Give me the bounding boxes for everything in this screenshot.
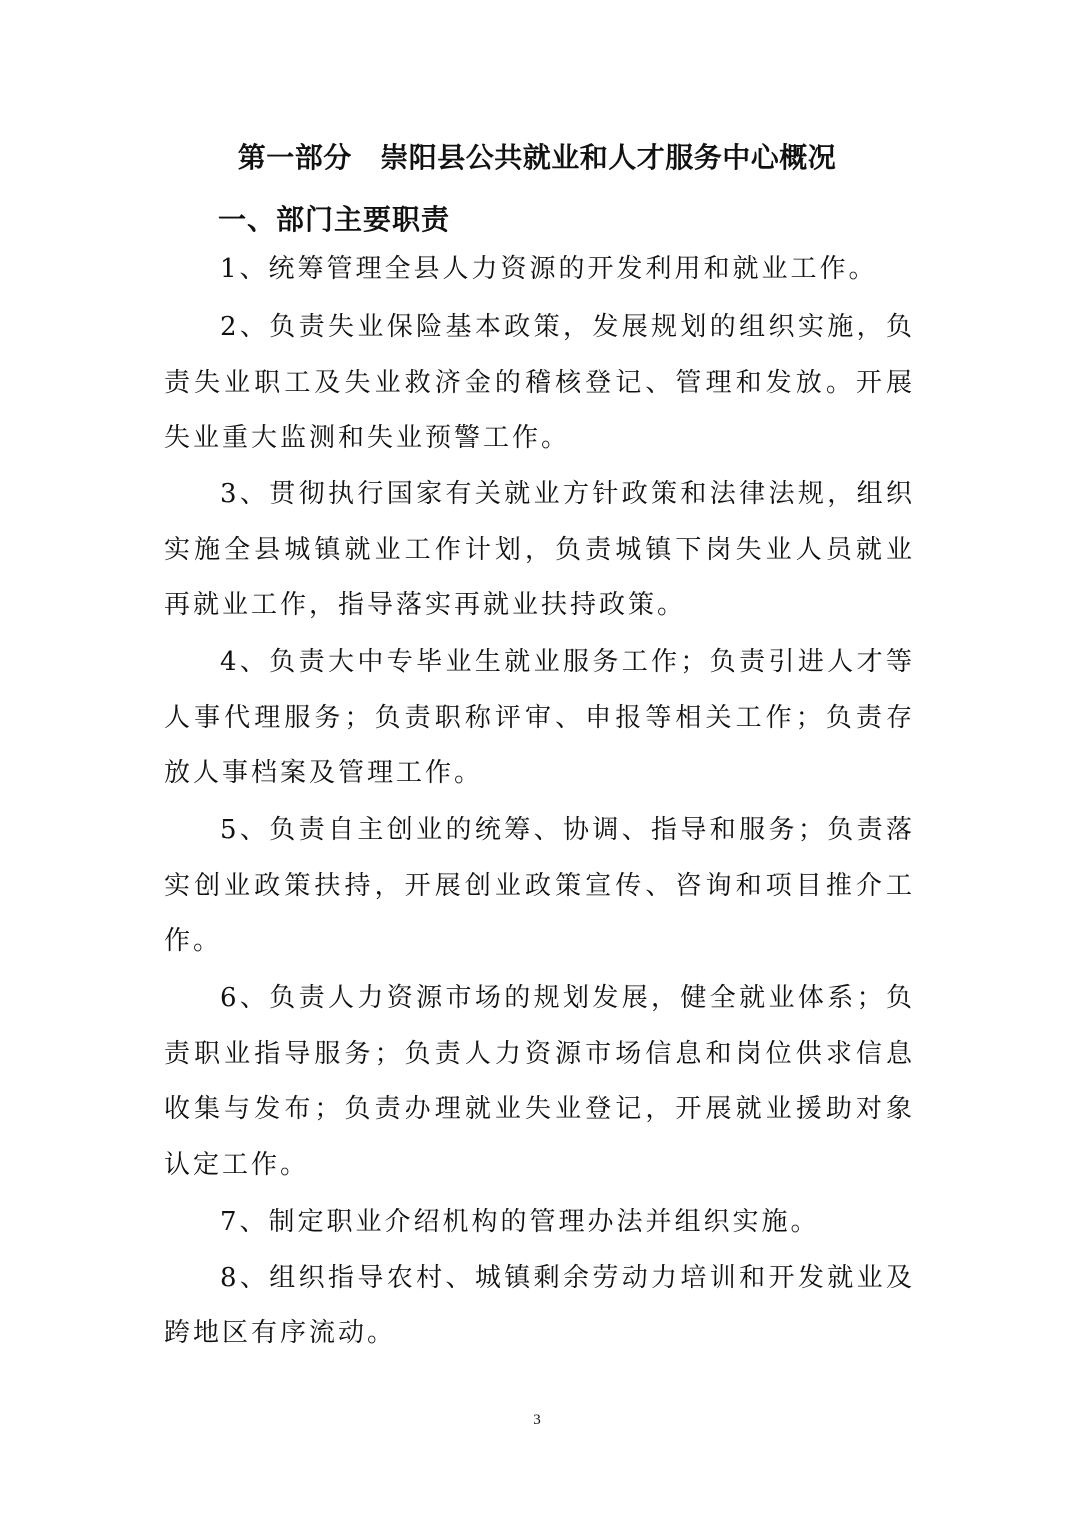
- duty-3-line-2: 实施全县城镇就业工作计划，负责城镇下岗失业人员就业: [164, 535, 912, 565]
- duty-8-line-1: 8、组织指导农村、城镇剩余劳动力培训和开发就业及: [220, 1263, 912, 1293]
- duty-2-line-2: 责失业职工及失业救济金的稽核登记、管理和发放。开展: [164, 368, 912, 398]
- duty-4-line-2: 人事代理服务；负责职称评审、申报等相关工作；负责存: [164, 703, 912, 733]
- duty-6-line-1: 6、负责人力资源市场的规划发展，健全就业体系；负: [220, 983, 912, 1013]
- page-number: 3: [533, 1412, 541, 1428]
- duty-5-line-3: 作。: [164, 926, 223, 956]
- part-title: 第一部分 崇阳县公共就业和人才服务中心概况: [237, 141, 837, 174]
- duty-6-line-2: 责职业指导服务；负责人力资源市场信息和岗位供求信息: [164, 1039, 912, 1069]
- duty-8-line-2: 跨地区有序流动。: [164, 1318, 397, 1348]
- duty-4-line-1: 4、负责大中专毕业生就业服务工作；负责引进人才等: [220, 647, 912, 677]
- duty-6-line-4: 认定工作。: [164, 1150, 310, 1180]
- duty-5-line-2: 实创业政策扶持，开展创业政策宣传、咨询和项目推介工: [164, 871, 912, 901]
- duty-7-line-1: 7、制定职业介绍机构的管理办法并组织实施。: [220, 1207, 820, 1237]
- duty-5-line-1: 5、负责自主创业的统筹、协调、指导和服务；负责落: [220, 815, 912, 845]
- duty-6-line-3: 收集与发布；负责办理就业失业登记，开展就业援助对象: [164, 1094, 912, 1124]
- duty-4-line-3: 放人事档案及管理工作。: [164, 758, 484, 788]
- duty-1-line-1: 1、统筹管理全县人力资源的开发利用和就业工作。: [220, 254, 878, 284]
- duty-3-line-1: 3、贯彻执行国家有关就业方针政策和法律法规，组织: [220, 479, 912, 509]
- duty-2-line-1: 2、负责失业保险基本政策，发展规划的组织实施，负: [220, 312, 912, 342]
- duty-3-line-3: 再就业工作，指导落实再就业扶持政策。: [164, 590, 687, 620]
- duty-2-line-3: 失业重大监测和失业预警工作。: [164, 423, 571, 453]
- section-heading: 一、部门主要职责: [218, 203, 451, 236]
